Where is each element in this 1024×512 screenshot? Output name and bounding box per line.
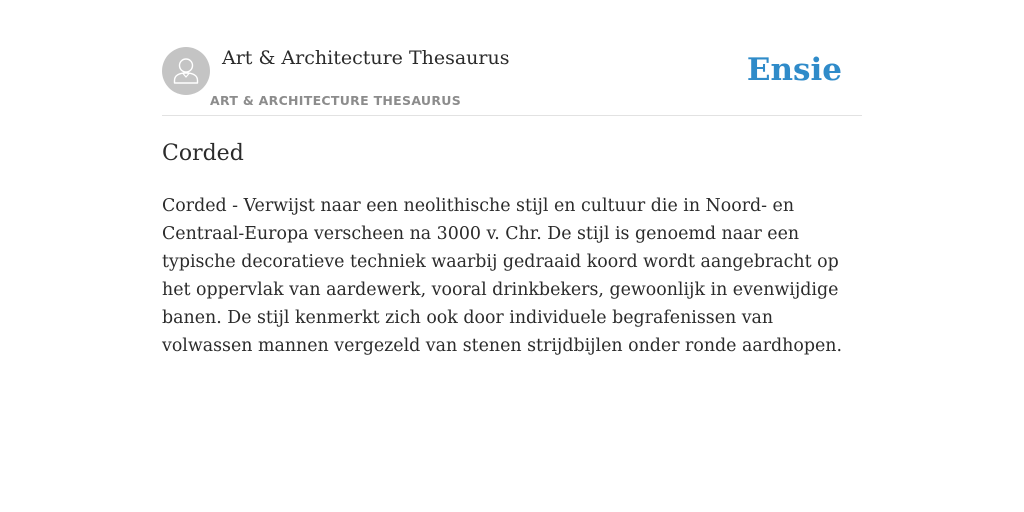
source-label[interactable]: ART & ARCHITECTURE THESAURUS xyxy=(210,93,462,108)
term-title: Corded xyxy=(162,141,244,166)
author-name-link[interactable]: Art & Architecture Thesaurus xyxy=(222,47,510,69)
entry-header xyxy=(162,0,862,116)
brand-logo[interactable]: Ensie xyxy=(746,52,842,88)
definition-text: Corded - Verwijst naar een neolithische stijl en cultuur die in Noord- en Centraal-Europa verscheen na 3000 v. Chr. De stijl is genoemd naar een typische decoratieve techniek waarbij gedraaid koord wordt aangebracht op het oppervlak van aardewerk, vooral drinkbekers, gewoonlijk in evenwijdige banen. De stijl kenmerkt zich ook door individuele begrafenissen van volwassen mannen vergezeld van stenen strijdbijlen onder ronde aardhopen. xyxy=(162,196,842,356)
user-icon xyxy=(162,47,210,95)
page-container xyxy=(162,0,862,356)
author-avatar[interactable] xyxy=(162,47,210,95)
